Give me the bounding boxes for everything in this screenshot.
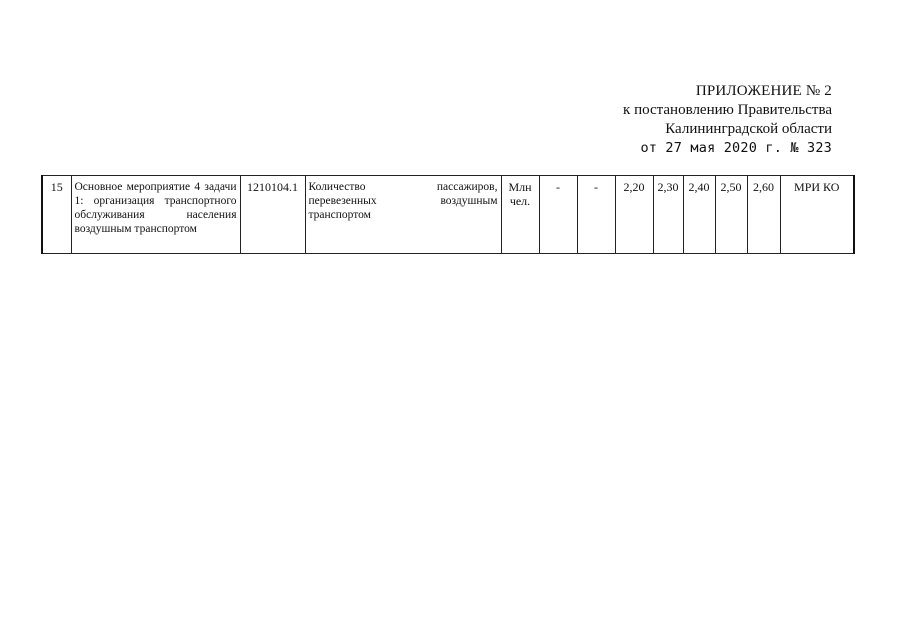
value-cell-1: - (539, 176, 577, 254)
indicators-table (41, 175, 855, 254)
appendix-reference: к постановлению Правительства (623, 102, 832, 118)
event-cell: Основное мероприятие 4 задачи 1: организация транспортного обслуживания населения воздушным транспортом (71, 176, 240, 254)
value-cell-5: 2,40 (683, 176, 715, 254)
row-number-cell: 15 (42, 176, 71, 254)
appendix-region: Калининградской области (665, 121, 832, 137)
appendix-title: ПРИЛОЖЕНИЕ № 2 (695, 83, 832, 99)
appendix-header (623, 82, 832, 158)
value-cell-4: 2,30 (653, 176, 683, 254)
table-row (42, 176, 854, 254)
code-cell: 1210104.1 (240, 176, 305, 254)
value-cell-7: 2,60 (747, 176, 780, 254)
value-cell-2: - (577, 176, 615, 254)
appendix-date: от 27 мая 2020 г. № 323 (640, 140, 832, 156)
value-cell-6: 2,50 (715, 176, 747, 254)
value-cell-3: 2,20 (615, 176, 653, 254)
unit-cell: Млн чел. (501, 176, 539, 254)
indicator-cell: Количество пассажиров, перевезенных воздушным транспортом (305, 176, 501, 254)
responsible-cell: МРИ КО (780, 176, 854, 254)
